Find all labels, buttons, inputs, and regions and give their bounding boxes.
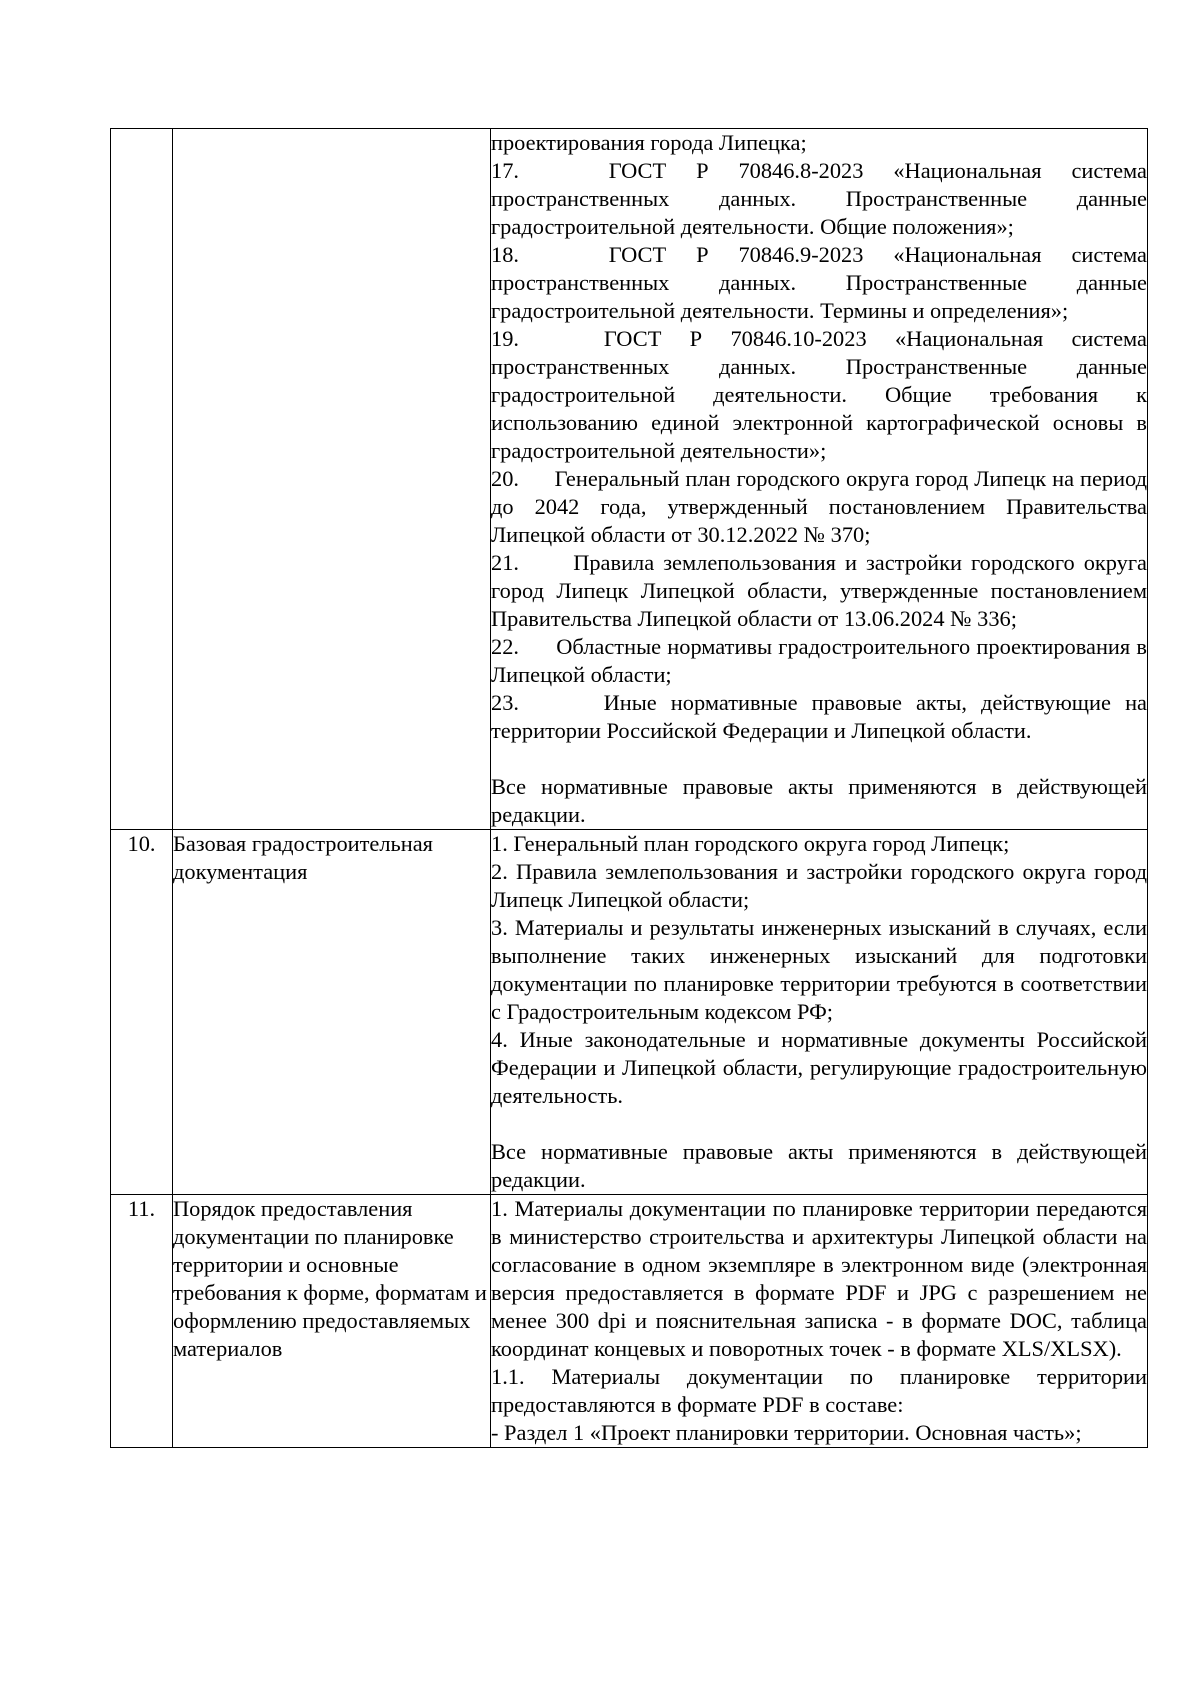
table-row <box>111 1195 1148 1448</box>
list-item: 1.1. Материалы документации по планировке территории предоставляются в формате PDF в составе: <box>491 1364 1147 1417</box>
list-item: 22. Областные нормативы градостроительного проектирования в Липецкой области; <box>491 634 1147 687</box>
row-content <box>491 1195 1148 1448</box>
list-item: 4. Иные законодательные и нормативные документы Российской Федерации и Липецкой области, регулирующие градостроительную деятельность. <box>491 1027 1147 1108</box>
list-item: 1. Генеральный план городского округа город Липецк; <box>491 831 1010 856</box>
edition-note: Все нормативные правовые акты применяются в действующей редакции. <box>491 1139 1147 1192</box>
table-row <box>111 129 1148 830</box>
row-content <box>491 129 1148 830</box>
list-item: - Раздел 1 «Проект планировки территории. Основная часть»; <box>491 1420 1082 1445</box>
edition-note: Все нормативные правовые акты применяются в действующей редакции. <box>491 774 1147 827</box>
table-row <box>111 830 1148 1195</box>
row-name: Порядок предоставления документации по планировке территории и основные требования к форме, форматам и оформлению предоставляемых материалов <box>173 1195 491 1448</box>
row-name: Базовая градостроительная документация <box>173 830 491 1195</box>
paragraph-gap <box>491 1110 1147 1138</box>
row-content <box>491 830 1148 1195</box>
row-name <box>173 129 491 830</box>
list-item: 21. Правила землепользования и застройки городского округа город Липецк Липецкой области, утвержденные постановлением Правительства Липецкой области от 13.06.2024 № 336; <box>491 550 1147 631</box>
list-item: 2. Правила землепользования и застройки городского округа город Липецк Липецкой области; <box>491 859 1147 912</box>
list-item: 23. Иные нормативные правовые акты, действующие на территории Российской Федерации и Липецкой области. <box>491 690 1147 743</box>
requirements-table <box>110 128 1148 1448</box>
list-item: 20. Генеральный план городского округа город Липецк на период до 2042 года, утвержденный постановлением Правительства Липецкой области от 30.12.2022 № 370; <box>491 466 1147 547</box>
list-item: 1. Материалы документации по планировке территории передаются в министерство строительства и архитектуры Липецкой области на согласование в одном экземпляре в электронном виде (электронная версия предоставляется в формате PDF и JPG с разрешением не менее 300 dpi и пояснительная записка - в формате DOC, таблица координат концевых и поворотных точек - в формате XLS/XLSX). <box>491 1196 1147 1361</box>
list-item: 17. ГОСТ Р 70846.8-2023 «Национальная система пространственных данных. Пространственные данные градостроительной деятельности. Общие положения»; <box>491 158 1147 239</box>
list-item: 18. ГОСТ Р 70846.9-2023 «Национальная система пространственных данных. Пространственные данные градостроительной деятельности. Термины и определения»; <box>491 242 1147 323</box>
paragraph-gap <box>491 745 1147 773</box>
list-item: проектирования города Липецка; <box>491 130 807 155</box>
row-number: 11. <box>111 1195 173 1448</box>
list-item: 19. ГОСТ Р 70846.10-2023 «Национальная система пространственных данных. Пространственные данные градостроительной деятельности. Общие требования к использованию единой электронной картографической основы в градостроительной деятельности»; <box>491 326 1147 463</box>
row-number: 10. <box>111 830 173 1195</box>
list-item: 3. Материалы и результаты инженерных изысканий в случаях, если выполнение таких инженерных изысканий для подготовки документации по планировке территории требуются в соответствии с Градостроительным кодексом РФ; <box>491 915 1147 1024</box>
row-number <box>111 129 173 830</box>
